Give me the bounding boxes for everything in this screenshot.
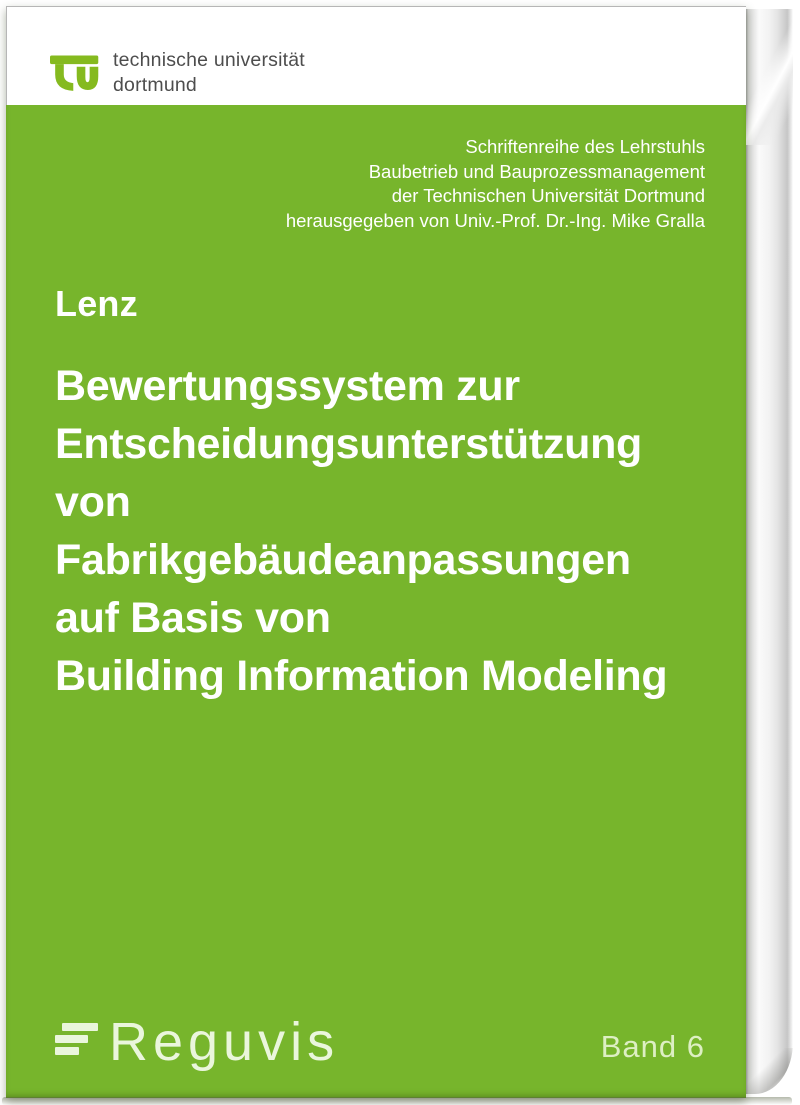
tu-dortmund-logo [50, 48, 305, 97]
series-info [286, 135, 705, 233]
reguvis-bar-top [62, 1023, 98, 1031]
publisher-band [6, 6, 746, 105]
university-name-line2: dortmund [113, 73, 197, 96]
tu-logo-icon [50, 50, 100, 92]
university-name-line1: technische universität [113, 49, 305, 71]
reguvis-bars-icon [55, 1023, 98, 1055]
series-line: Baubetrieb und Bauprozessmanagement [368, 160, 705, 182]
university-name [113, 48, 305, 97]
cover-footer [55, 1013, 705, 1072]
cover-body [6, 105, 746, 1098]
series-line: der Technischen Universität Dortmund [391, 185, 705, 206]
title-line: Building Information Modeling [55, 652, 668, 700]
title-line: Bewertungssystem zur [55, 362, 520, 410]
title-line: von Fabrikgebäudeanpassungen [55, 478, 631, 584]
series-line: Schriftenreihe des Lehrstuhls [465, 136, 705, 157]
reguvis-logo [55, 1013, 339, 1072]
title-line: Entscheidungsunterstützung [55, 420, 643, 468]
book-shadow [2, 1097, 792, 1105]
reguvis-bar-middle [55, 1035, 88, 1043]
reguvis-bar-bottom [55, 1047, 79, 1055]
series-line: herausgegeben von Univ.-Prof. Dr.-Ing. Mike Gralla [285, 209, 705, 231]
front-cover [6, 6, 746, 1098]
title-line: auf Basis von [55, 594, 331, 642]
volume-badge: Band 6 [600, 1029, 705, 1064]
reguvis-wordmark: Reguvis [109, 1012, 340, 1072]
author-name: Lenz [55, 283, 138, 324]
book-title [55, 357, 716, 705]
book-pages-edge [746, 9, 793, 1094]
